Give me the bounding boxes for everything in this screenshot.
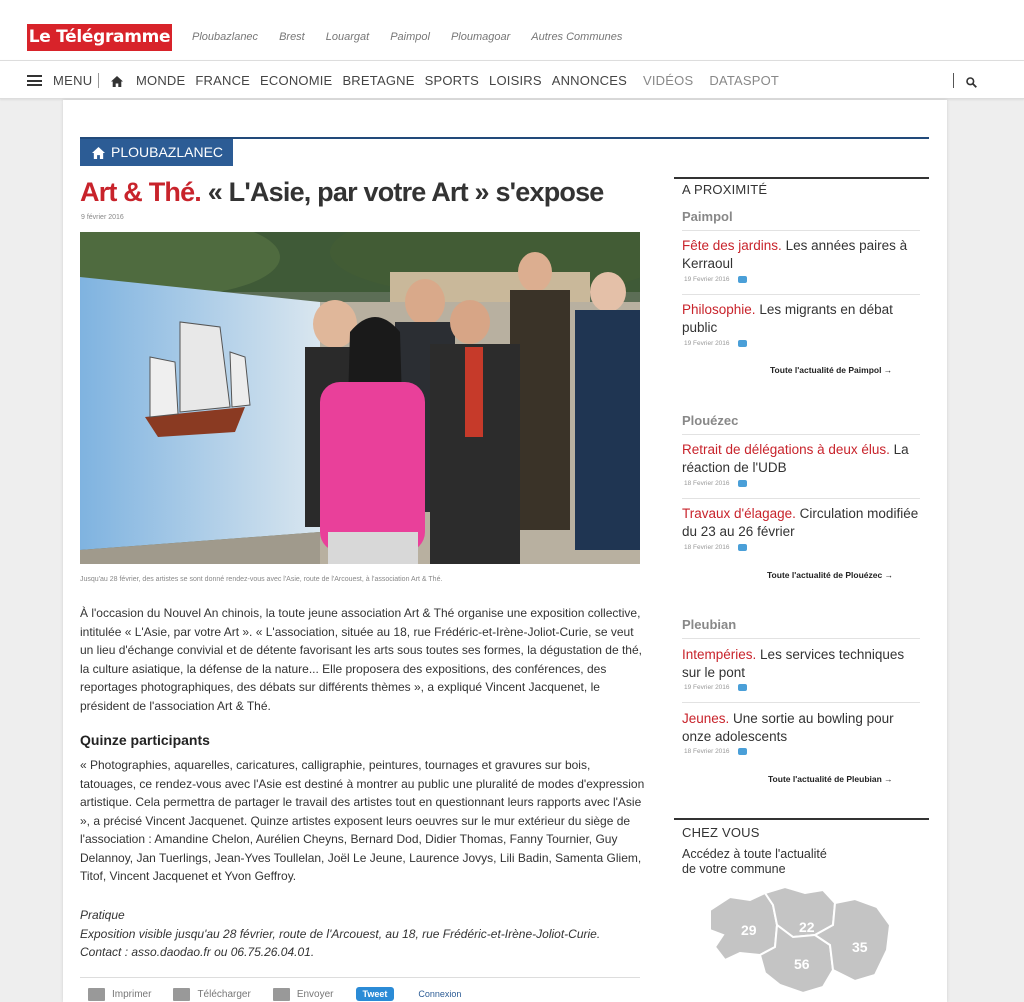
home-icon[interactable] (111, 74, 123, 92)
comment-icon (738, 276, 747, 283)
sidebar-article-kicker: Jeunes. (682, 711, 730, 726)
sidebar-divider (682, 498, 920, 499)
sidebar-article-kicker: Philosophie. (682, 302, 756, 317)
sidebar-divider (682, 638, 920, 639)
article-date: 9 février 2016 (81, 214, 124, 221)
nav-item-sports[interactable]: SPORTS (424, 73, 480, 88)
sidebar-date-text: 18 Fevrier 2016 (684, 748, 730, 755)
nav-item-monde[interactable]: MONDE (136, 73, 186, 88)
sidebar-divider (682, 294, 920, 295)
map-label-29: 29 (741, 922, 757, 938)
sidebar-date-text: 19 Fevrier 2016 (684, 684, 730, 691)
article-kicker: Art & Thé. (80, 177, 202, 207)
comment-icon (738, 748, 747, 755)
commune-link-ploubazlanec[interactable]: Ploubazlanec (192, 31, 259, 43)
chez-vous-title: CHEZ VOUS (682, 825, 760, 840)
document-icon (173, 988, 190, 1001)
article-photo[interactable] (80, 232, 640, 564)
commune-link-paimpol[interactable]: Paimpol (390, 31, 430, 43)
sidebar-article-text: Circulation modifiée du 23 au 26 février (682, 506, 919, 539)
main-nav (0, 60, 1024, 99)
top-header (0, 0, 1024, 60)
sidebar-article[interactable] (682, 301, 922, 337)
article-title-text: « L'Asie, par votre Art » s'expose (201, 177, 604, 207)
menu-button[interactable] (27, 73, 92, 88)
comment-icon (738, 480, 747, 487)
sidebar-date-text: 18 Fevrier 2016 (684, 480, 730, 487)
tweet-button[interactable]: Tweet (356, 987, 395, 1001)
print-label: Imprimer (112, 988, 152, 1000)
pratique-line-1: Exposition visible jusqu'au 28 février, route de l'Arcouest, au 18, rue Frédéric-et-Irène-Joliot-Curie. (80, 926, 601, 941)
sidebar-article-date (684, 684, 747, 691)
sidebar-article-date (684, 544, 747, 551)
sidebar-article-text: La réaction de l'UDB (682, 442, 909, 475)
sidebar-article-text: Les migrants en débat public (682, 302, 893, 335)
nav-item-loisirs[interactable]: LOISIRS (489, 73, 542, 88)
home-icon (92, 147, 105, 159)
nav-item-annonces[interactable]: ANNONCES (551, 73, 627, 88)
communes-links (192, 31, 643, 43)
sidebar-date-text: 19 Fevrier 2016 (684, 340, 730, 347)
download-label: Télécharger (197, 988, 251, 1000)
download-button[interactable] (173, 988, 250, 1001)
nav-items (136, 73, 789, 88)
nav-item-videos[interactable]: VIDÉOS (643, 73, 694, 88)
envelope-icon (273, 988, 290, 1001)
sidebar-article[interactable] (682, 505, 922, 541)
photo-caption: Jusqu'au 28 février, des artistes se sont donné rendez-vous avec l'Asie, route de l'Arcouest, à l'association Art & Thé. (80, 576, 443, 583)
pratique-block (80, 906, 645, 962)
nav-item-economie[interactable]: ECONOMIE (260, 73, 333, 88)
article-paragraph-2: « Photographies, aquarelles, caricatures, calligraphie, peintures, tournages et gravures sur bois, tatouages, ce rendez-vous avec l'Asie est destiné à montrer au public une pluralité de modes d'expression artistique. Cela permettra de partager le travail des artistes tout en questionnant leurs rapports avec l'Asie », a précisé Vincent Jacquenet. Quinze artistes exposent leurs oeuvres sur le mur extérieur du siège de l'association : Amandine Chelon, Aurélien Cheyns, Bernard Dod, Didier Thomas, Fanny Tournier, Guy Delannoy, Jan Tuerlings, Jean-Yves Toullelan, Joël Le Jeune, Laurence Jovys, Lili Badin, Samenta Gliem, Titof, Vincent Jacquenet et Yvon Geffroy. (80, 758, 645, 883)
pratique-line-2: Contact : asso.daodao.fr ou 06.75.26.04.01. (80, 945, 315, 959)
nav-item-dataspot[interactable]: DATASPOT (709, 73, 780, 88)
hamburger-icon (27, 75, 42, 86)
sidebar-article-date (684, 276, 747, 283)
menu-label: MENU (53, 73, 93, 88)
sidebar-divider (682, 230, 920, 231)
print-button[interactable] (88, 988, 151, 1001)
nav-item-bretagne[interactable]: BRETAGNE (342, 73, 415, 88)
sidebar-article-date (684, 480, 747, 487)
sidebar-rule-top (674, 177, 929, 179)
sidebar-article-kicker: Intempéries. (682, 647, 757, 662)
nav-divider-right (953, 73, 954, 88)
sidebar-article-kicker: Travaux d'élagage. (682, 506, 796, 521)
map-label-35: 35 (852, 939, 868, 955)
sidebar-divider (682, 434, 920, 435)
section-tag[interactable] (80, 139, 233, 166)
commune-link-autres[interactable]: Autres Communes (531, 31, 623, 43)
sidebar-date-text: 19 Fevrier 2016 (684, 276, 730, 283)
search-icon[interactable] (966, 75, 977, 93)
send-label: Envoyer (296, 988, 334, 1000)
share-bar (88, 987, 461, 1001)
chez-vous-line-1: Accédez à toute l'actualité (682, 847, 827, 861)
send-button[interactable] (273, 988, 334, 1001)
sidebar-date-text: 18 Fevrier 2016 (684, 544, 730, 551)
proximite-title: A PROXIMITÉ (682, 182, 768, 197)
printer-icon (88, 988, 105, 1001)
more-link-plouezec[interactable]: Toute l'actualité de Plouézec → (767, 570, 894, 580)
nav-item-france[interactable]: FRANCE (195, 73, 251, 88)
sidebar-town-pleubian[interactable]: Pleubian (682, 617, 737, 632)
sidebar-article-text: Les années paires à Kerraoul (682, 238, 908, 271)
comment-icon (738, 684, 747, 691)
comment-icon (738, 340, 747, 347)
article-paragraph-1: À l'occasion du Nouvel An chinois, la toute jeune association Art & Thé organise une exposition collective, intitulée « L'Asie, par votre Art ». « L'association, située au 18, rue Frédéric-et-Irène-Joliot-Curie, se veut un lieu d'échange convivial et de détente favorisant les arts sous toutes ses formes, la dégustation de thé, la culture asiatique, la défense de la nature... Elle proposera des expositions, des conférences, des reportages photographiques, des débats sur différents thèmes », a expliqué Vincent Jacquenet, le président de l'association Art & Thé. (80, 606, 642, 713)
comment-icon (738, 544, 747, 551)
commune-link-louargat[interactable]: Louargat (325, 31, 370, 43)
sidebar-town-paimpol[interactable]: Paimpol (682, 209, 733, 224)
sidebar-town-plouezec[interactable]: Plouézec (682, 413, 739, 428)
sidebar-article[interactable] (682, 646, 922, 682)
site-logo[interactable]: Le Télégramme (27, 24, 172, 51)
sidebar-article-text: Une sortie au bowling pour onze adolescents (682, 711, 894, 744)
more-link-paimpol[interactable]: Toute l'actualité de Paimpol → (770, 365, 893, 375)
connexion-link[interactable]: Connexion (418, 989, 462, 999)
article-subheading: Quinze participants (80, 732, 210, 748)
sidebar-article-kicker: Retrait de délégations à deux élus. (682, 442, 890, 457)
pratique-label: Pratique (80, 908, 125, 922)
section-tag-label: PLOUBAZLANEC (111, 144, 224, 160)
chez-vous-line-2: de votre commune (682, 862, 786, 876)
sidebar-article[interactable] (682, 710, 922, 746)
sidebar-article-text: Les services techniques sur le pont (682, 647, 905, 680)
sidebar-article[interactable] (682, 237, 922, 273)
sidebar-article-date (684, 340, 747, 347)
sidebar-article[interactable] (682, 441, 922, 477)
sidebar-rule-chez-vous (674, 818, 929, 820)
sidebar-divider (682, 702, 920, 703)
article-title (80, 176, 680, 208)
commune-link-ploumagoar[interactable]: Ploumagoar (450, 31, 511, 43)
map-label-22: 22 (799, 919, 815, 935)
map-label-56: 56 (794, 956, 810, 972)
sidebar-article-kicker: Fête des jardins. (682, 238, 782, 253)
chez-vous-text (682, 847, 827, 877)
sidebar-article-date (684, 748, 747, 755)
brittany-map[interactable] (705, 885, 895, 997)
nav-divider (98, 73, 99, 88)
commune-link-brest[interactable]: Brest (279, 31, 305, 43)
share-divider (80, 977, 640, 978)
more-link-pleubian[interactable]: Toute l'actualité de Pleubian → (768, 774, 893, 784)
